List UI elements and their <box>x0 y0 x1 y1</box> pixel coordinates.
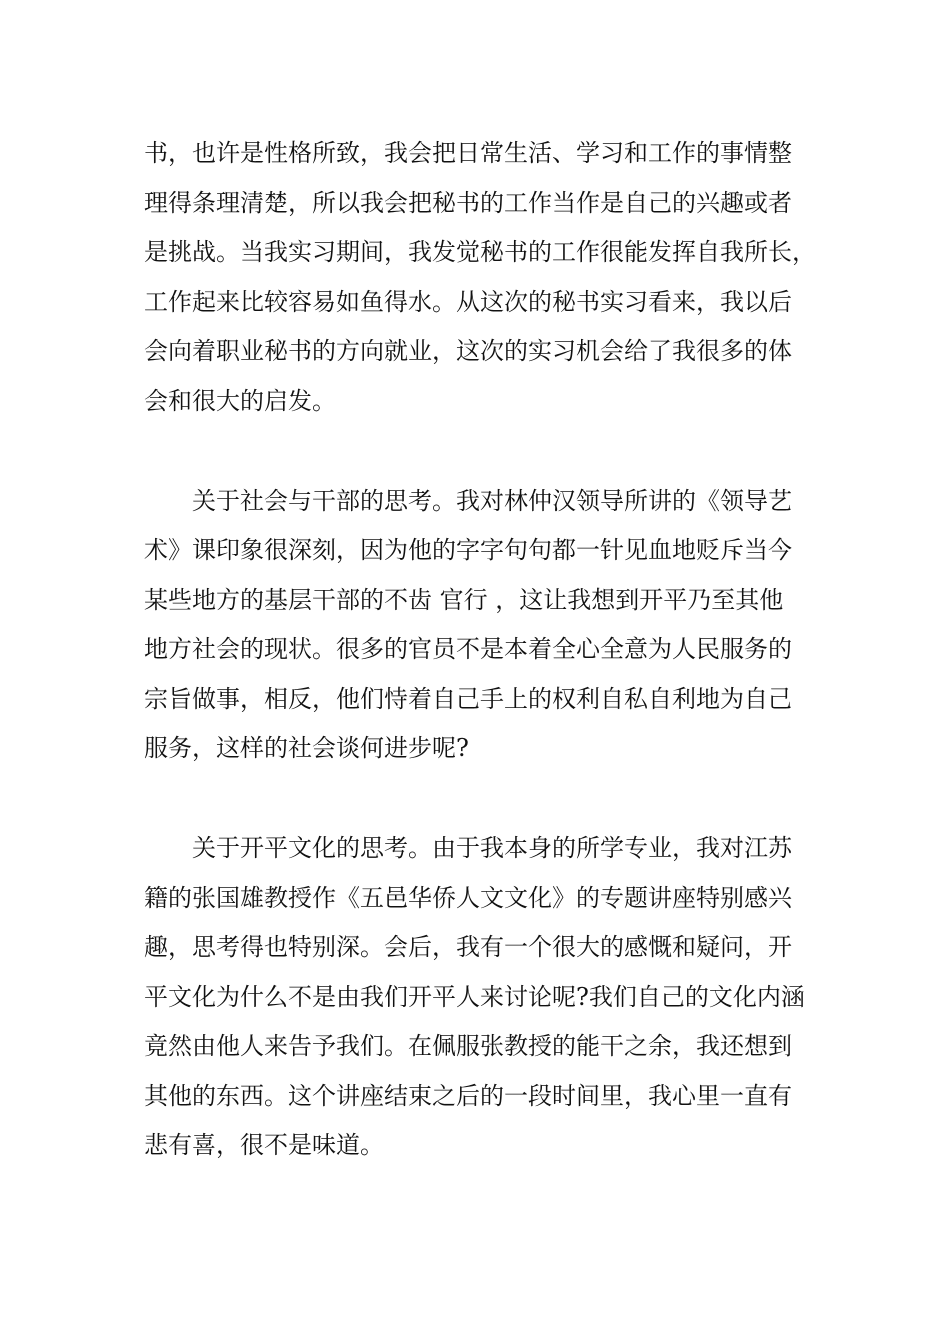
paragraph-3-line-5: 竟然由他人来告予我们。在佩服张教授的能干之余，我还想到 <box>144 1032 792 1060</box>
paragraph-3-line-6: 其他的东西。这个讲座结束之后的一段时间里，我心里一直有 <box>144 1082 792 1110</box>
paragraph-1-line-5: 会向着职业秘书的方向就业，这次的实习机会给了我很多的体 <box>144 337 792 365</box>
paragraph-1-line-1: 书，也许是性格所致，我会把日常生活、学习和工作的事情整 <box>144 139 792 167</box>
paragraph-2-line-6: 服务，这样的社会谈何进步呢? <box>144 734 469 762</box>
paragraph-2-line-2: 术》课印象很深刻，因为他的字字句句都一针见血地贬斥当今 <box>144 536 792 564</box>
paragraph-2-line-3: 某些地方的基层干部的不齿 官行 ，这让我想到开平乃至其他 <box>144 586 784 614</box>
paragraph-1-line-4: 工作起来比较容易如鱼得水。从这次的秘书实习看来，我以后 <box>144 288 792 316</box>
paragraph-3-line-7: 悲有喜，很不是味道。 <box>144 1131 384 1159</box>
paragraph-3-line-2: 籍的张国雄教授作《五邑华侨人文文化》的专题讲座特别感兴 <box>144 884 792 912</box>
paragraph-2-line-5: 宗旨做事，相反，他们恃着自己手上的权利自私自利地为自己 <box>144 685 792 713</box>
paragraph-2-line-4: 地方社会的现状。很多的官员不是本着全心全意为人民服务的 <box>144 635 792 663</box>
paragraph-3-line-1: 关于开平文化的思考。由于我本身的所学专业，我对江苏 <box>192 834 792 862</box>
paragraph-2-line-1: 关于社会与干部的思考。我对林仲汉领导所讲的《领导艺 <box>192 487 792 515</box>
paragraph-1-line-6: 会和很大的启发。 <box>144 387 336 415</box>
paragraph-3-line-4: 平文化为什么不是由我们开平人来讨论呢?我们自己的文化内涵 <box>144 983 805 1011</box>
paragraph-1-line-3: 是挑战。当我实习期间，我发觉秘书的工作很能发挥自我所长， <box>144 238 816 266</box>
paragraph-3-line-3: 趣，思考得也特别深。会后，我有一个很大的感慨和疑问，开 <box>144 933 792 961</box>
paragraph-1-line-2: 理得条理清楚，所以我会把秘书的工作当作是自己的兴趣或者 <box>144 189 792 217</box>
